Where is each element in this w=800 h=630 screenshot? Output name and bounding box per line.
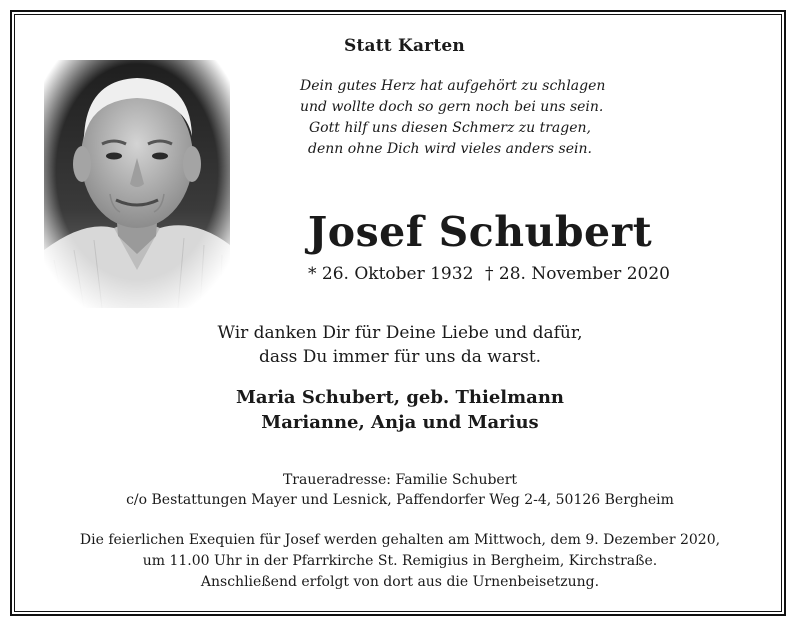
service-line: Die feierlichen Exequien für Josef werden gehalten am Mittwoch, dem 9. Dezember 2020, [79, 532, 721, 548]
service-info [30, 530, 770, 593]
death-date: † 28. November 2020 [485, 264, 670, 284]
poem [300, 76, 606, 160]
poem-line: und wollte doch so gern noch bei uns sein. [300, 99, 604, 115]
poem-line: denn ohne Dich wird vieles anders sein. [308, 141, 592, 157]
portrait-illustration [44, 60, 230, 308]
thanks-line: dass Du immer für uns da warst. [258, 347, 542, 367]
family-line: Maria Schubert, geb. Thielmann [236, 387, 564, 408]
service-line: Anschließend erfolgt von dort aus die Urnenbeisetzung. [200, 574, 600, 590]
family-line: Marianne, Anja und Marius [261, 412, 539, 433]
statt-karten-heading: Statt Karten [344, 36, 465, 56]
mourning-address [60, 470, 740, 510]
poem-line: Dein gutes Herz hat aufgehört zu schlagen [300, 78, 606, 94]
deceased-name: Josef Schubert [307, 208, 653, 256]
service-line: um 11.00 Uhr in der Pfarrkirche St. Remigius in Bergheim, Kirchstraße. [142, 553, 658, 569]
family-names [150, 385, 650, 435]
thanks-line: Wir danken Dir für Deine Liebe und dafür, [217, 323, 583, 343]
birth-date: * 26. Oktober 1932 [308, 264, 474, 284]
address-line: c/o Bestattungen Mayer und Lesnick, Paffendorfer Weg 2-4, 50126 Bergheim [126, 492, 674, 508]
address-line: Traueradresse: Familie Schubert [282, 472, 518, 488]
poem-line: Gott hilf uns diesen Schmerz zu tragen, [309, 120, 591, 136]
thanks-text [150, 321, 650, 369]
portrait-photo [44, 60, 230, 308]
